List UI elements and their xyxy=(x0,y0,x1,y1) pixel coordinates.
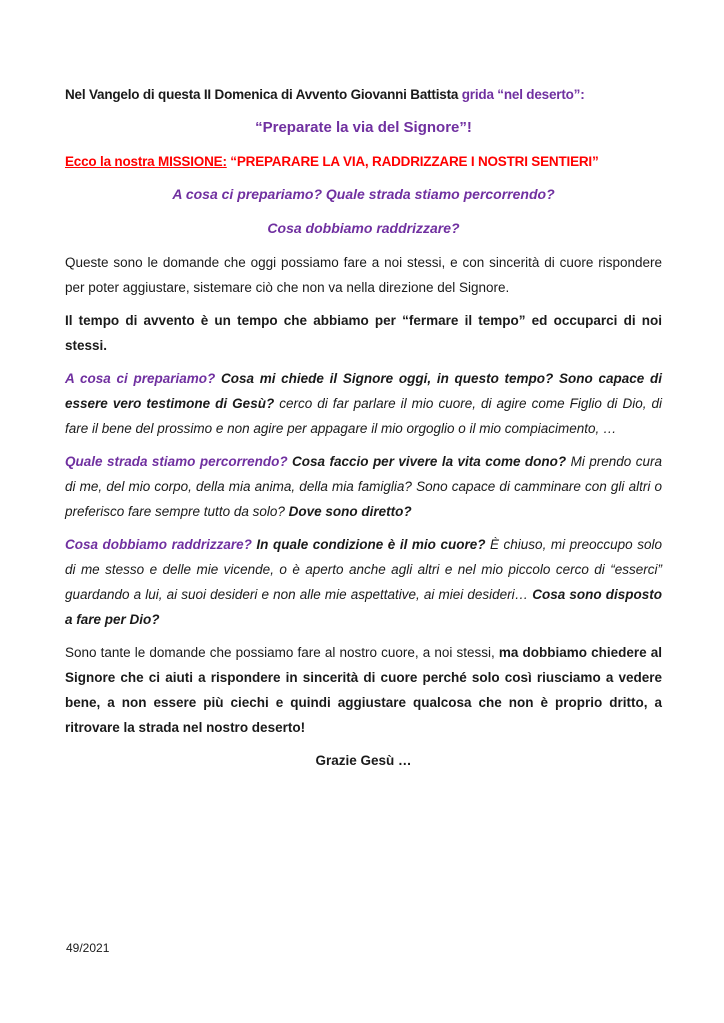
text-run: Mi prendo cura di me, del mio corpo, della mia anima, della mia famiglia? Sono capace di camminare con gli altri o preferisco fare sempre tutto da solo? xyxy=(65,454,662,519)
paragraph-quote-heading xyxy=(65,115,662,140)
paragraph-gospel-intro xyxy=(65,82,662,107)
page-number: 49/2021 xyxy=(66,941,110,955)
text-run: grida “nel deserto”: xyxy=(461,87,585,102)
text-run: Grazie Gesù … xyxy=(315,753,412,768)
text-run: A cosa ci prepariamo? Quale strada stiamo percorrendo? xyxy=(172,186,555,202)
text-run: Quale strada stiamo percorrendo? xyxy=(65,454,293,469)
paragraph-tempo-avvento xyxy=(65,308,662,358)
document-body xyxy=(65,82,662,781)
text-run: Cosa sono disposto a fare per Dio? xyxy=(65,587,663,627)
text-run: Ecco la nostra MISSIONE: xyxy=(65,154,227,169)
text-run: Cosa faccio per vivere la vita come dono? xyxy=(292,454,571,469)
text-run: “Preparate la via del Signore”! xyxy=(255,119,472,136)
text-run: Il tempo di avvento è un tempo che abbiamo per “fermare il tempo” ed occuparci di noi stessi. xyxy=(65,313,662,353)
paragraph-cosa-raddrizzare xyxy=(65,532,662,632)
paragraph-questions-line-2 xyxy=(65,216,662,241)
paragraph-questions-line-1 xyxy=(65,182,662,207)
text-run: Cosa dobbiamo raddrizzare? xyxy=(267,220,460,236)
text-run: “PREPARARE LA VIA, RADDRIZZARE I NOSTRI SENTIERI” xyxy=(226,154,599,169)
paragraph-sono-tante xyxy=(65,640,662,740)
text-run: Nel Vangelo di questa II Domenica di Avvento Giovanni Battista xyxy=(65,87,462,102)
paragraph-a-cosa-ci-prepariamo xyxy=(65,366,662,441)
text-run: Queste sono le domande che oggi possiamo fare a noi stessi, e con sincerità di cuore rispondere per poter aggiustare, sistemare ciò che non va nella direzione del Signore. xyxy=(65,255,662,295)
text-run: In quale condizione è il mio cuore? xyxy=(256,537,490,552)
text-run: cerco di far parlare il mio cuore, di agire come Figlio di Dio, di fare il bene del prossimo e non agire per appagare il mio orgoglio o il mio compiacimento, … xyxy=(65,396,662,436)
paragraph-mission xyxy=(65,149,662,174)
text-run: Sono tante le domande che possiamo fare al nostro cuore, a noi stessi, xyxy=(65,645,499,660)
text-run: ma dobbiamo chiedere al Signore che ci aiuti a rispondere in sincerità di cuore perché solo così riusciamo a vedere bene, a non essere più ciechi e quindi aggiustare qualcosa che non è proprio dritto, a ritrovare la strada nel nostro deserto! xyxy=(65,645,662,735)
text-run: Cosa dobbiamo raddrizzare? xyxy=(65,537,257,552)
paragraph-quale-strada xyxy=(65,449,662,524)
text-run: Cosa mi chiede il Signore oggi, in questo tempo? Sono capace di essere vero testimone di Gesù? xyxy=(65,371,662,411)
paragraph-queste-domande xyxy=(65,250,662,300)
paragraph-closing-thanks xyxy=(65,748,662,773)
text-run: È chiuso, mi preoccupo solo di me stesso e delle mie vicende, o è aperto anche agli altri e nel mio piccolo cerco di “esserci” guardando a lui, ai suoi desideri e non alle mie aspettative, ai miei desideri… xyxy=(65,537,663,602)
text-run: Dove sono diretto? xyxy=(288,504,412,519)
text-run: A cosa ci prepariamo? xyxy=(65,371,221,386)
